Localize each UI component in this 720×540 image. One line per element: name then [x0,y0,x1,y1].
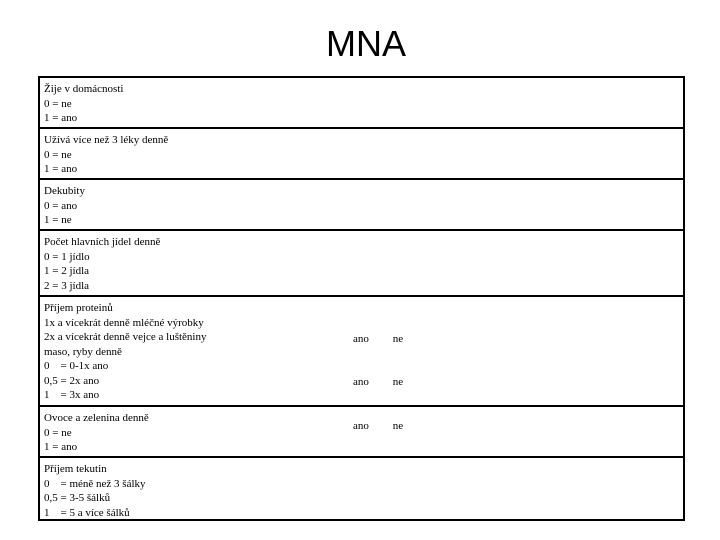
yes-no-pair [317,361,413,405]
row-heading: Příjem proteinů [44,302,113,314]
row-heading: Ovoce a zelenina denně [44,412,149,424]
row-option: 0 = ne [44,426,72,439]
no-option: ne [392,376,404,388]
row-option: 0 = méně než 3 šálky [44,477,146,490]
no-option: ne [392,419,404,432]
row-option: 1 = ano [44,441,78,453]
row-heading: Dekubity [44,185,85,197]
row-heading: Příjem tekutin [44,463,107,475]
row-fruit-vegetables [40,407,683,458]
row-option: 0 = 1 jídlo [44,250,90,263]
no-option: ne [392,332,404,345]
row-option: 1 = ne [44,214,72,226]
page-title: MNA [326,23,406,64]
row-main-meals [40,231,683,297]
row-medications [40,129,683,180]
row-option: 0 = 0-1x ano [44,360,109,372]
row-heading: Žije v domácnosti [44,83,124,95]
assessment-table [38,76,685,521]
row-option: 1 = ano [44,112,78,124]
yes-option: ano [353,332,369,345]
row-option: 2 = 3 jídla [44,279,90,292]
row-living-at-home [40,78,683,129]
yes-no-pair [317,317,413,361]
row-option: 1 = ano [44,163,78,175]
row-option: 0,5 = 2x ano [44,374,100,387]
row-heading: Užívá více než 3 léky denně [44,134,169,146]
row-option: 1 = 5 a více šálků [44,506,130,519]
row-item: 1x a vícekrát denně mléčné výrobky [44,316,204,329]
row-item: 2x a vícekrát denně vejce a luštěniny [44,331,207,343]
row-option: 0 = ne [44,97,72,110]
row-option: 0 = ano [44,199,78,212]
row-fluid-intake [40,458,683,519]
row-option: 0,5 = 3-5 šálků [44,492,111,504]
row-option: 1 = 3x ano [44,389,100,401]
row-item: maso, ryby denně [44,345,122,358]
row-heading: Počet hlavních jídel denně [44,236,161,248]
yes-option: ano [353,376,369,388]
yes-option: ano [353,419,369,432]
row-option: 1 = 2 jídla [44,265,90,277]
row-option: 0 = ne [44,148,72,161]
row-pressure-ulcers [40,180,683,231]
